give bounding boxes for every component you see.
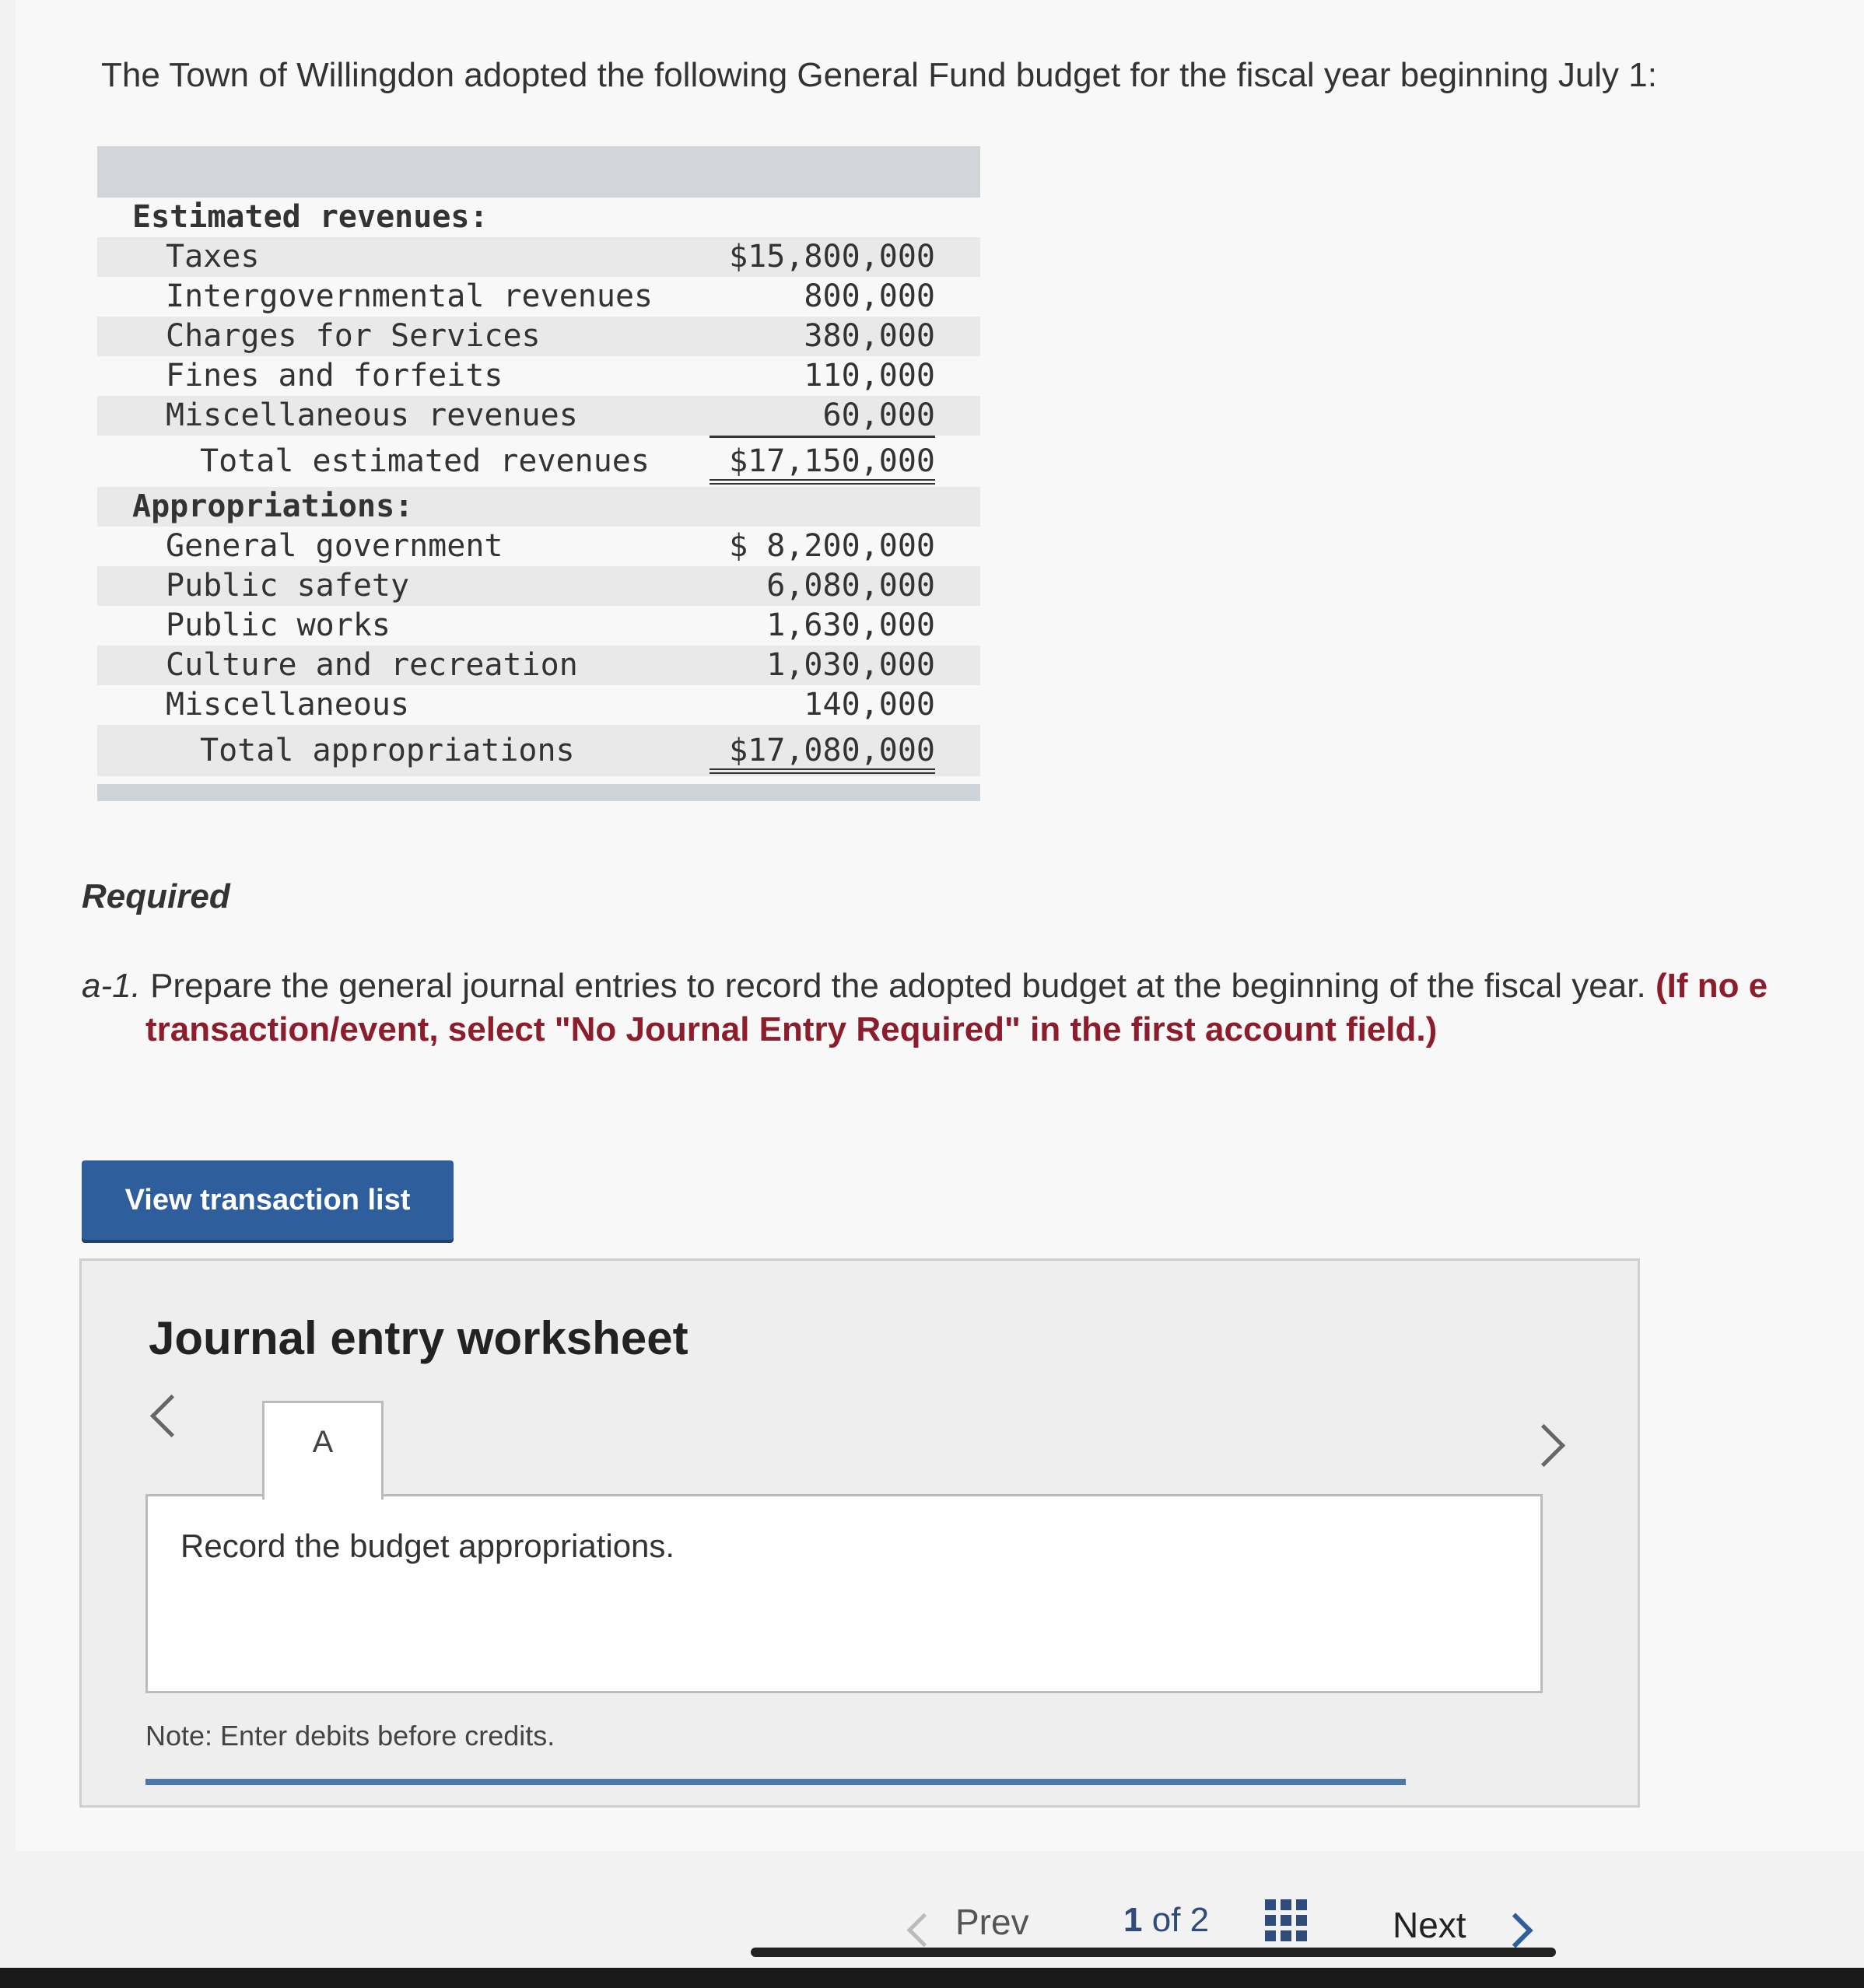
revenue-label: Taxes	[166, 239, 260, 275]
worksheet-title: Journal entry worksheet	[149, 1312, 688, 1364]
chevron-right-icon[interactable]	[1498, 1913, 1533, 1948]
appropriation-label: Culture and recreation	[166, 647, 578, 683]
revenue-amount: 800,000	[804, 278, 935, 314]
budget-row	[97, 237, 980, 277]
appropriation-amount: 140,000	[710, 685, 935, 727]
budget-row	[97, 356, 980, 396]
chevron-left-icon[interactable]	[907, 1913, 941, 1948]
worksheet-divider	[145, 1779, 1406, 1785]
task-text: Prepare the general journal entries to record the adopted budget at the beginning of the fiscal year.	[150, 967, 1646, 1005]
budget-row	[97, 685, 980, 725]
appropriations-header: Appropriations:	[132, 488, 414, 524]
next-button[interactable]: Next	[1393, 1905, 1466, 1945]
required-heading: Required	[82, 877, 230, 915]
revenue-amount: 110,000	[804, 358, 935, 394]
appropriation-label: Public works	[166, 607, 391, 643]
footer-nav	[0, 1851, 1864, 1988]
revenue-amount: 380,000	[804, 318, 935, 354]
grid-icon[interactable]	[1265, 1899, 1307, 1941]
home-indicator-bar	[751, 1948, 1556, 1957]
revenue-label: Charges for Services	[166, 318, 541, 354]
task-hint-start: (If no e	[1655, 967, 1768, 1005]
prev-button[interactable]: Prev	[955, 1902, 1029, 1942]
task-number: a-1.	[82, 967, 141, 1005]
revenue-label: Miscellaneous revenues	[166, 397, 578, 433]
revenue-amount: $15,800,000	[729, 239, 935, 275]
budget-row	[97, 198, 980, 237]
appropriation-label: General government	[166, 528, 503, 564]
budget-row	[97, 277, 980, 317]
revenue-amount: 60,000	[710, 396, 935, 438]
revenues-total-amount: $17,150,000	[710, 436, 935, 485]
page-total: 2	[1190, 1901, 1210, 1939]
budget-row	[97, 317, 980, 356]
budget-row	[97, 725, 980, 776]
task-hint-continued: transaction/event, select "No Journal Entry Required" in the first account field.)	[145, 1010, 1438, 1048]
chevron-right-icon[interactable]	[1522, 1424, 1565, 1467]
intro-text: The Town of Willingdon adopted the following General Fund budget for the fiscal year beginning July 1:	[101, 56, 1657, 94]
budget-row	[97, 566, 980, 606]
worksheet-panel	[145, 1494, 1543, 1693]
appropriations-total-label: Total appropriations	[200, 733, 575, 768]
revenue-label: Fines and forfeits	[166, 358, 503, 394]
tab-a[interactable]: A	[262, 1401, 384, 1500]
revenues-header: Estimated revenues:	[132, 199, 489, 235]
budget-row	[97, 436, 980, 487]
appropriations-total-amount: $17,080,000	[710, 725, 935, 774]
appropriation-label: Miscellaneous	[166, 687, 410, 723]
budget-table-top-band	[97, 146, 980, 198]
budget-row	[97, 396, 980, 436]
page-of: of	[1151, 1901, 1181, 1939]
screen-bottom-edge	[0, 1968, 1864, 1988]
appropriation-amount: $ 8,200,000	[729, 528, 935, 564]
page	[16, 0, 1864, 1944]
budget-row	[97, 487, 980, 527]
page-indicator	[1123, 1901, 1209, 1940]
appropriation-amount: 1,030,000	[766, 647, 935, 683]
budget-row	[97, 606, 980, 646]
appropriation-amount: 6,080,000	[766, 568, 935, 604]
appropriation-amount: 1,630,000	[766, 607, 935, 643]
task-instructions	[82, 964, 1863, 1052]
revenue-label: Intergovernmental revenues	[166, 278, 653, 314]
budget-row	[97, 527, 980, 566]
view-transaction-list-button[interactable]: View transaction list	[82, 1160, 454, 1240]
chevron-left-icon[interactable]	[150, 1395, 193, 1437]
appropriation-label: Public safety	[166, 568, 410, 604]
budget-table-bottom-band	[97, 784, 980, 801]
journal-entry-worksheet	[79, 1258, 1640, 1808]
revenues-total-label: Total estimated revenues	[200, 443, 650, 479]
worksheet-note: Note: Enter debits before credits.	[145, 1720, 555, 1752]
budget-row	[97, 646, 980, 685]
page-current: 1	[1123, 1901, 1143, 1939]
worksheet-instruction: Record the budget appropriations.	[180, 1528, 675, 1564]
budget-table	[97, 146, 980, 801]
